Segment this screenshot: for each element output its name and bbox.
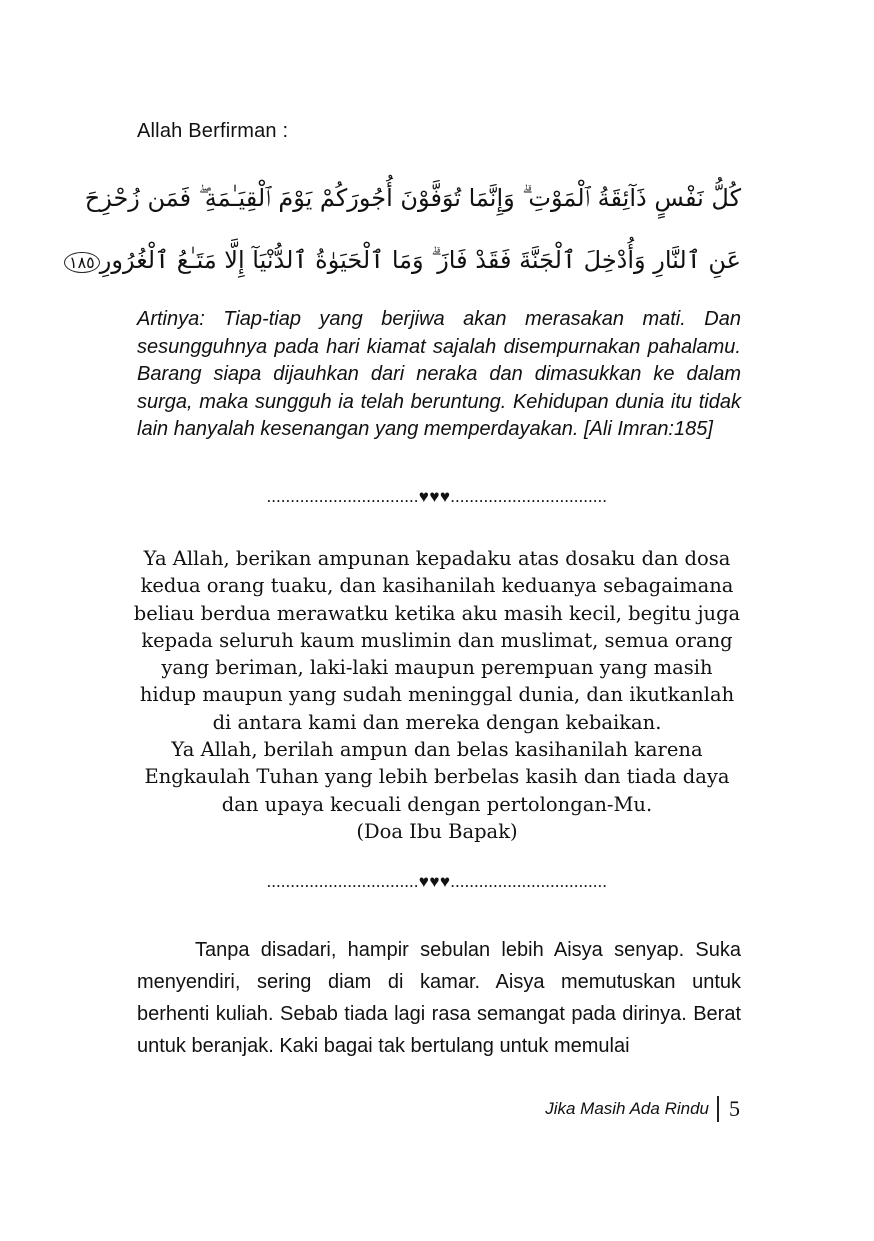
page-number: 5 <box>729 1096 740 1121</box>
hearts-divider-top: ................................♥♥♥................................. <box>266 487 608 506</box>
narrative-block <box>137 934 741 1062</box>
prayer-line: di antara kami dan mereka dengan kebaikan. <box>212 710 662 734</box>
prayer-line: hidup maupun yang sudah meninggal dunia, dan ikutkanlah <box>139 683 735 707</box>
prayer-line: kepada seluruh kaum muslimin dan muslimat, semua orang <box>141 628 733 652</box>
prayer-line: yang beriman, laki-laki maupun perempuan yang masih <box>161 656 713 680</box>
quran-verse-line-2-text: عَنِ ٱلنَّارِ وَأُدْخِلَ ٱلْجَنَّةَ فَقَدْ فَازَ ۗ وَمَا ٱلْحَيَوٰةُ ٱلدُّنْيَآ إِلَّا مَتَـٰعُ ٱلْغُرُورِ <box>99 246 741 274</box>
ayah-number-marker: ١٨٥ <box>64 252 100 273</box>
quran-verse-line-2 <box>68 246 741 274</box>
prayer-line: Ya Allah, berilah ampun dan belas kasihanilah karena <box>171 738 703 762</box>
prayer-line: Ya Allah, berikan ampunan kepadaku atas dosaku dan dosa <box>143 547 731 570</box>
prayer-block <box>110 545 764 845</box>
footer-separator <box>717 1096 719 1122</box>
prayer-line: beliau berdua merawatku ketika aku masih kecil, begitu juga <box>133 601 741 625</box>
verse-translation: Artinya: Tiap-tiap yang berjiwa akan merasakan mati. Dan sesungguhnya pada hari kiamat sajalah disempurnakan pahalamu. Barang siapa dijauhkan dari neraka dan dimasukkan ke dalam surga, maka sungguh ia telah beruntung. Kehidupan dunia itu tidak lain hanyalah kesenangan yang memperdayakan. [Ali Imran:185] <box>137 308 741 440</box>
prayer-line: dan upaya kecuali dengan pertolongan-Mu. <box>221 792 653 816</box>
prayer-line: Engkaulah Tuhan yang lebih berbelas kasih dan tiada daya <box>144 765 730 789</box>
narrative-paragraph: Tanpa disadari, hampir sebulan lebih Aisya senyap. Suka menyendiri, sering diam di kamar. Aisya memutuskan untuk berhenti kuliah. Sebab tiada lagi rasa semangat pada dirinya. Berat untuk beranjak. Kaki bagai tak bertulang untuk memulai <box>137 939 741 1057</box>
prayer-source: (Doa Ibu Bapak) <box>356 819 518 843</box>
prayer-line: kedua orang tuaku, dan kasihanilah keduanya sebagaimana <box>140 574 734 598</box>
book-title: Jika Masih Ada Rindu <box>545 1099 709 1118</box>
quran-verse-line-1: كُلُّ نَفْسٍ ذَآئِقَةُ ٱلْمَوْتِ ۗ وَإِنَّمَا تُوَفَّوْنَ أُجُورَكُمْ يَوْمَ ٱلْقِيَـٰمَةِ ۖ فَمَن زُحْزِحَ <box>84 184 741 212</box>
page-footer <box>545 1096 740 1122</box>
intro-heading: Allah Berfirman : <box>137 120 289 142</box>
hearts-divider-bottom: ................................♥♥♥................................. <box>266 872 608 891</box>
